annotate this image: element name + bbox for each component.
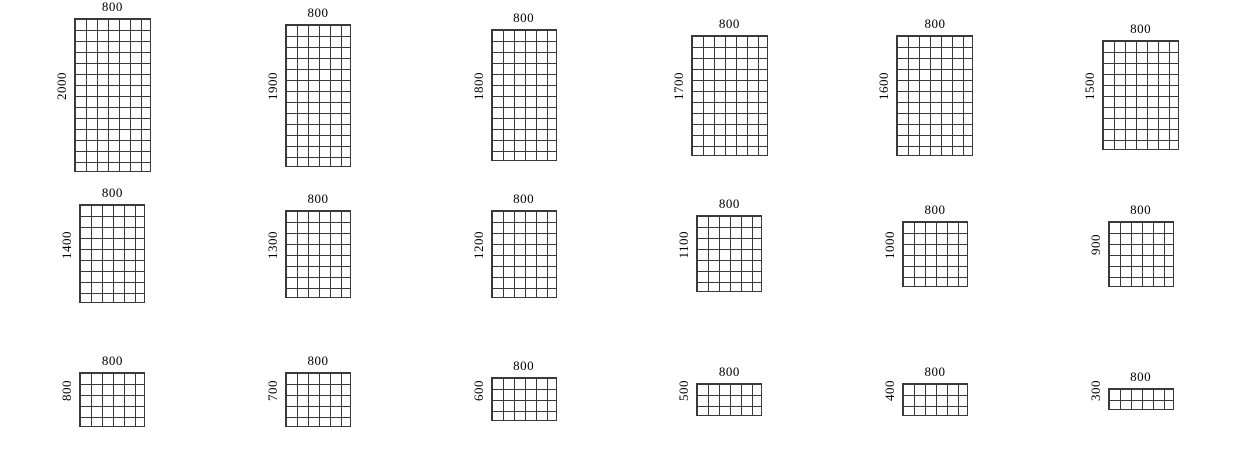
gridded-rectangle <box>1102 40 1179 150</box>
gridded-rectangle <box>285 210 351 298</box>
width-label: 800 <box>513 190 535 206</box>
rectangle-group <box>883 365 968 416</box>
rectangle-cell <box>1028 172 1234 318</box>
rectangle-cell <box>823 172 1029 318</box>
rectangle-column <box>491 11 557 161</box>
rectangle-group <box>672 17 768 156</box>
height-label: 1400 <box>59 230 75 259</box>
rectangle-cell <box>411 318 617 463</box>
rectangle-group <box>677 365 762 416</box>
rectangle-group <box>1089 370 1174 410</box>
width-label: 800 <box>101 185 123 201</box>
rectangle-cell <box>1028 0 1234 172</box>
rectangle-group <box>472 359 557 421</box>
rectangle-column <box>79 354 145 427</box>
height-label: 900 <box>1087 234 1103 256</box>
height-label: 1200 <box>470 230 486 259</box>
width-label: 800 <box>307 190 329 206</box>
rectangle-column <box>285 354 351 427</box>
gridded-rectangle <box>902 221 968 287</box>
rectangle-group <box>472 11 557 161</box>
rectangle-column <box>1108 370 1174 410</box>
rectangle-column <box>896 17 973 156</box>
height-label: 400 <box>881 379 897 401</box>
height-label: 1100 <box>676 230 692 259</box>
rectangle-column <box>285 6 351 167</box>
gridded-rectangle <box>696 215 762 292</box>
height-label: 500 <box>676 379 692 401</box>
height-label: 1700 <box>670 72 686 100</box>
gridded-rectangle <box>74 18 151 172</box>
gridded-rectangle <box>79 372 145 427</box>
rectangle-column <box>285 192 351 298</box>
rectangle-column <box>691 17 768 156</box>
gridded-rectangle <box>696 383 762 416</box>
rectangle-cell <box>0 318 206 463</box>
gridded-rectangle <box>902 383 968 416</box>
rectangle-group <box>1083 22 1179 150</box>
rectangle-group <box>266 192 351 298</box>
rectangle-cell <box>206 172 412 318</box>
width-label: 800 <box>718 15 740 31</box>
rectangle-cell <box>1028 318 1234 463</box>
rectangle-group <box>472 192 557 298</box>
width-label: 800 <box>101 352 123 368</box>
width-label: 800 <box>718 196 740 212</box>
rectangle-group <box>677 197 762 292</box>
height-label: 700 <box>264 379 280 401</box>
width-label: 800 <box>513 10 535 25</box>
height-label: 1300 <box>264 230 280 259</box>
rectangle-group <box>266 6 351 167</box>
gridded-rectangle <box>691 35 768 156</box>
rectangle-cell <box>617 0 823 172</box>
rectangle-cell <box>617 318 823 463</box>
gridded-rectangle <box>491 210 557 298</box>
rectangle-column <box>491 359 557 421</box>
gridded-rectangle <box>1108 221 1174 287</box>
height-label: 600 <box>470 379 486 401</box>
width-label: 800 <box>1130 201 1152 217</box>
rectangle-cell <box>0 0 206 172</box>
rectangle-cell <box>206 0 412 172</box>
rectangle-group <box>1089 203 1174 287</box>
rectangle-column <box>491 192 557 298</box>
width-label: 800 <box>924 15 946 31</box>
rectangle-cell <box>617 172 823 318</box>
height-label: 300 <box>1087 379 1103 401</box>
gridded-rectangle <box>285 372 351 427</box>
rectangle-group <box>55 0 151 172</box>
rectangle-column <box>902 365 968 416</box>
rectangle-column <box>696 365 762 416</box>
gridded-rectangle <box>285 24 351 167</box>
rectangle-column <box>902 203 968 287</box>
width-label: 800 <box>307 352 329 368</box>
height-label: 800 <box>59 379 75 401</box>
width-label: 800 <box>101 0 123 14</box>
rectangle-group <box>883 203 968 287</box>
height-label: 1000 <box>881 230 897 259</box>
rectangle-column <box>74 0 151 172</box>
rectangle-cell <box>823 318 1029 463</box>
gridded-rectangle <box>79 204 145 303</box>
rectangle-column <box>696 197 762 292</box>
gridded-rectangle <box>896 35 973 156</box>
width-label: 800 <box>1130 21 1152 36</box>
width-label: 800 <box>718 363 740 379</box>
gridded-rectangle <box>491 377 557 421</box>
rectangle-cell <box>206 318 412 463</box>
rectangle-cell <box>411 172 617 318</box>
rectangle-group <box>60 354 145 427</box>
rectangle-group <box>60 186 145 303</box>
rectangle-column <box>1102 22 1179 150</box>
rectangle-cell <box>823 0 1029 172</box>
height-label: 1600 <box>876 72 892 100</box>
width-label: 800 <box>513 358 535 374</box>
width-label: 800 <box>924 201 946 217</box>
height-label: 1800 <box>470 72 486 100</box>
height-label: 1500 <box>1082 72 1098 100</box>
width-label: 800 <box>924 363 946 379</box>
rectangle-cell <box>0 172 206 318</box>
rectangle-column <box>79 186 145 303</box>
rectangle-group <box>877 17 973 156</box>
gridded-rectangle <box>1108 388 1174 410</box>
rectangle-column <box>1108 203 1174 287</box>
width-label: 800 <box>1130 369 1152 385</box>
gridded-rectangle <box>491 29 557 161</box>
height-label: 2000 <box>53 72 69 100</box>
rectangle-group <box>266 354 351 427</box>
rectangle-cell <box>411 0 617 172</box>
height-label: 1900 <box>264 72 280 100</box>
width-label: 800 <box>307 4 329 20</box>
